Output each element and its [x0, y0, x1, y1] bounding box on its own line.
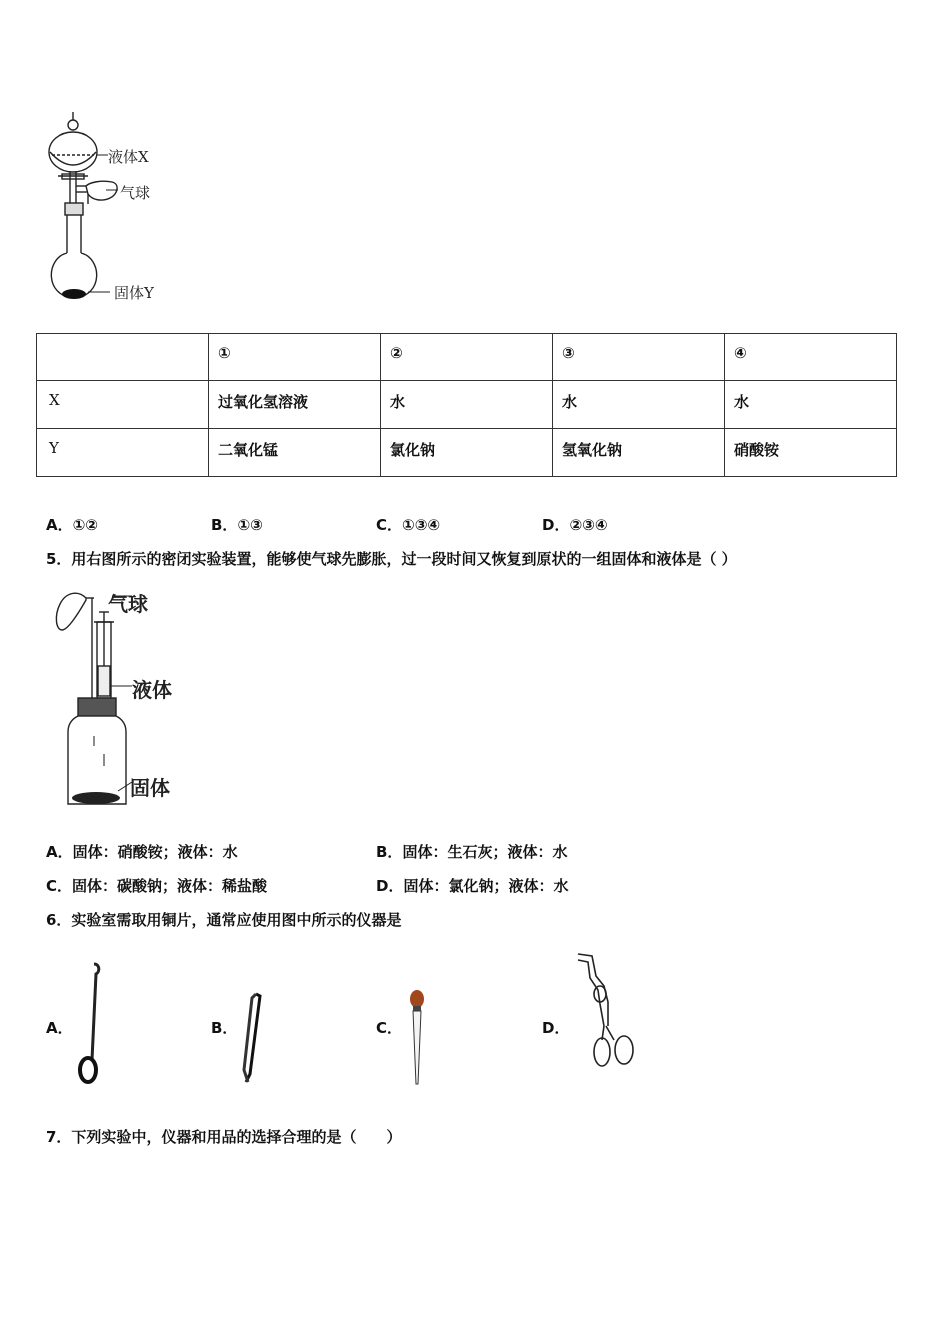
table-row: [37, 429, 897, 477]
q5-option-b[interactable]: B．固体：生石灰；液体：水: [376, 843, 568, 861]
table-cell: 氯化钠: [381, 429, 553, 477]
q6-stem: 6．实验室需取用铜片，通常应使用图中所示的仪器是: [46, 911, 402, 929]
label-solid-y: 固体Y: [114, 284, 154, 302]
table-row: [37, 381, 897, 429]
label-q5-solid: 固体: [130, 776, 170, 800]
table-header-cell: ①: [209, 334, 381, 381]
table-row-head: Y: [37, 429, 209, 477]
figure-bottle-syringe: [48, 586, 138, 811]
reagent-table: [36, 333, 897, 477]
solid-pile: [72, 792, 120, 804]
solid-y-pile: [62, 289, 86, 299]
table-header-cell: [37, 334, 209, 381]
spoon-icon[interactable]: [72, 960, 108, 1086]
q6-option-c-label[interactable]: C．: [376, 1019, 403, 1037]
q4-option-d[interactable]: D．②③④: [542, 516, 608, 534]
table-header-cell: ②: [381, 334, 553, 381]
q6-option-b-label[interactable]: B．: [211, 1019, 238, 1037]
q5-stem: 5．用右图所示的密闭实验装置，能够使气球先膨胀，过一段时间又恢复到原状的一组固体和液体是（ ）: [46, 550, 737, 568]
crucible-tongs-icon[interactable]: [572, 950, 644, 1076]
q4-option-c[interactable]: C．①③④: [376, 516, 441, 534]
q6-option-a-label[interactable]: A．: [46, 1019, 73, 1037]
table-cell: 硝酸铵: [725, 429, 897, 477]
q4-option-b[interactable]: B．①③: [211, 516, 263, 534]
q5-option-a[interactable]: A．固体：硝酸铵；液体：水: [46, 843, 238, 861]
label-q5-liquid: 液体: [132, 678, 172, 702]
table-header-cell: ④: [725, 334, 897, 381]
q4-option-a[interactable]: A．①②: [46, 516, 99, 534]
table-cell: 水: [381, 381, 553, 429]
table-cell: 二氧化锰: [209, 429, 381, 477]
tweezers-icon[interactable]: [236, 990, 266, 1086]
label-balloon: 气球: [120, 184, 151, 202]
q5-option-c[interactable]: C．固体：碳酸钠；液体：稀盐酸: [46, 877, 268, 895]
table-cell: 氢氧化钠: [553, 429, 725, 477]
q6-option-d-label[interactable]: D．: [542, 1019, 570, 1037]
table-cell: 水: [725, 381, 897, 429]
table-header-cell: ③: [553, 334, 725, 381]
dropper-icon[interactable]: [404, 988, 430, 1088]
bottle-syringe-drawing: [48, 586, 138, 811]
table-cell: 水: [553, 381, 725, 429]
figure-funnel-flask: [40, 108, 180, 308]
table-row: [37, 334, 897, 381]
label-q5-balloon: 气球: [108, 592, 148, 616]
q7-stem: 7．下列实验中，仪器和用品的选择合理的是（ ）: [46, 1128, 402, 1146]
table-cell: 过氧化氢溶液: [209, 381, 381, 429]
label-liquid-x: 液体X: [108, 148, 149, 166]
q5-option-d[interactable]: D．固体：氯化钠；液体：水: [376, 877, 569, 895]
table-row-head: X: [37, 381, 209, 429]
funnel-flask-drawing: [40, 108, 180, 308]
